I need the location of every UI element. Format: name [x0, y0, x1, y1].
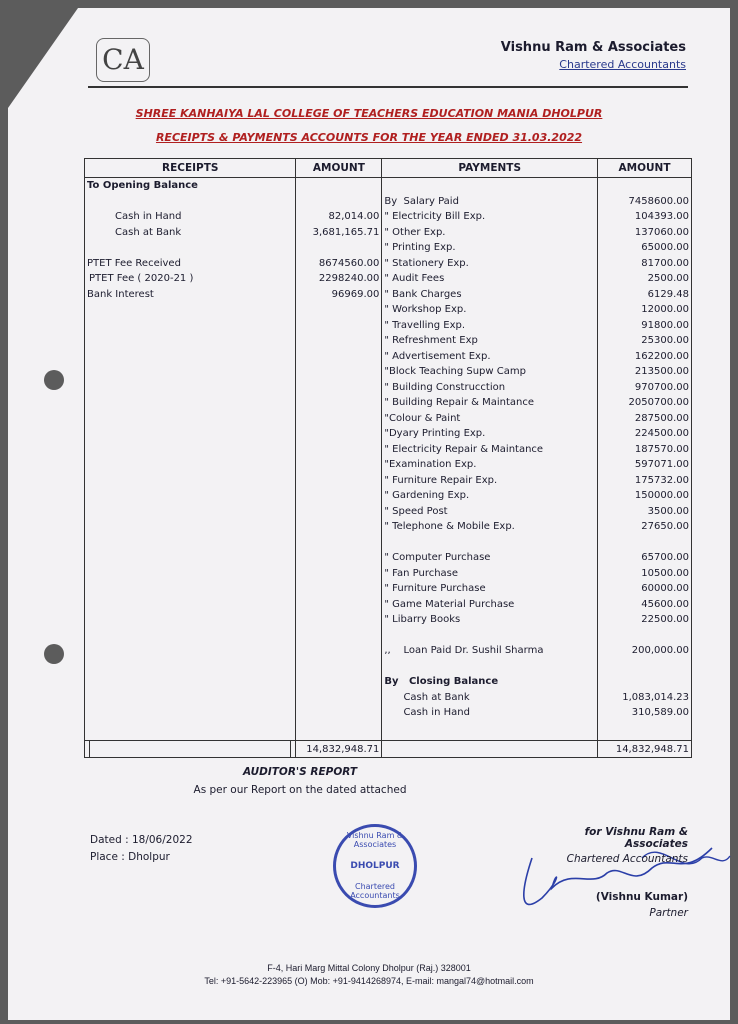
- signatory-role: Partner: [649, 907, 688, 919]
- payment-label: Cash in Hand: [384, 707, 470, 718]
- payment-amount: 162200.00: [634, 350, 689, 362]
- footer-address-line: F-4, Hari Marg Mittal Colony Dholpur (Raj.) 328001: [267, 963, 471, 973]
- payment-amount: 970700.00: [634, 381, 689, 393]
- payment-amount: 150000.00: [634, 490, 689, 501]
- total-receipts-blank: [85, 741, 296, 758]
- header-amount-receipts: AMOUNT: [296, 159, 382, 178]
- receipt-amount: [296, 178, 381, 194]
- payment-label: " Electricity Repair & Maintance: [384, 443, 544, 455]
- payment-amount: 6129.48: [647, 288, 689, 300]
- receipt-label: Cash in Hand: [115, 211, 182, 222]
- payment-amount: [598, 628, 691, 644]
- payment-label: " Travelling Exp.: [384, 319, 466, 331]
- receipt-label: Bank Interest: [87, 288, 154, 300]
- payment-amount: [598, 535, 691, 551]
- receipt-amount: 8674560.00: [318, 257, 380, 269]
- payment-amount: [598, 674, 691, 690]
- payment-label: Cash at Bank: [384, 691, 470, 703]
- date-place: [90, 832, 193, 866]
- place-line: Place : Dholpur: [90, 851, 170, 863]
- firm-seal: [333, 824, 417, 908]
- signature-designation: Chartered Accountants: [566, 853, 688, 865]
- receipt-amount: 2298240.00: [318, 273, 380, 284]
- payment-label: " Refreshment Exp: [384, 335, 478, 346]
- college-title: SHREE KANHAIYA LAL COLLEGE OF TEACHERS EDUCATION MANIA DHOLPUR: [135, 107, 603, 120]
- footer-address: [0, 962, 738, 988]
- payment-amount: [598, 659, 691, 675]
- payment-label: " Printing Exp.: [384, 242, 456, 253]
- folded-corner: [8, 8, 78, 108]
- firm-name: Vishnu Ram & Associates: [500, 40, 686, 55]
- payment-amount: 25300.00: [641, 335, 689, 346]
- payment-amount: 175732.00: [634, 474, 689, 486]
- payment-amount: 310,589.00: [631, 707, 689, 718]
- payment-amount: 81700.00: [641, 257, 689, 269]
- seal-bottom-text: Chartered Accountants: [350, 882, 400, 900]
- header-amount-payments: AMOUNT: [598, 159, 692, 178]
- total-payments-blank: [382, 741, 598, 758]
- payment-amount: 27650.00: [641, 521, 689, 532]
- payment-amount: 45600.00: [641, 598, 689, 610]
- payment-amount: 10500.00: [641, 567, 689, 579]
- signature-for-line: for Vishnu Ram & Associates: [584, 826, 688, 850]
- receipts-payments-table: [84, 158, 692, 758]
- payment-label: " Game Material Purchase: [384, 598, 515, 610]
- payment-label: " Stationery Exp.: [384, 257, 469, 269]
- receipt-label: To Opening Balance: [87, 180, 198, 191]
- punch-hole: [44, 644, 64, 664]
- payment-label: " Fan Purchase: [384, 567, 459, 579]
- payment-amount: 1,083,014.23: [622, 691, 689, 703]
- payment-label: " Building Construcction: [384, 381, 506, 393]
- footer-contact-line: Tel: +91-5642-223965 (O) Mob: +91-9414268974, E-mail: mangal74@hotmail.com: [204, 976, 534, 986]
- payment-amount: 137060.00: [634, 226, 689, 238]
- header-divider: [88, 86, 688, 88]
- payment-amount: 200,000.00: [631, 645, 689, 656]
- payment-label: [382, 659, 597, 675]
- payment-amount: 224500.00: [634, 428, 689, 439]
- payment-amount: 22500.00: [641, 614, 689, 625]
- payment-label: " Workshop Exp.: [384, 304, 467, 315]
- payment-amount: 12000.00: [641, 304, 689, 315]
- payment-label: "Examination Exp.: [384, 459, 477, 470]
- receipts-amounts: [296, 178, 382, 741]
- payment-amount: 287500.00: [634, 412, 689, 424]
- total-payments: 14,832,948.71: [598, 741, 692, 758]
- payment-label: By Salary Paid: [384, 195, 459, 207]
- total-receipts: 14,832,948.71: [296, 741, 382, 758]
- payment-label: "Dyary Printing Exp.: [384, 428, 486, 439]
- payment-label: " Speed Post: [384, 505, 448, 517]
- punch-hole: [44, 370, 64, 390]
- receipt-label: PTET Fee Received: [87, 257, 181, 269]
- payment-label: " Telephone & Mobile Exp.: [384, 521, 515, 532]
- payment-label: ,, Loan Paid Dr. Sushil Sharma: [384, 645, 544, 656]
- ca-logo: CA: [96, 38, 150, 82]
- payment-label: " Computer Purchase: [384, 552, 491, 563]
- seal-middle-text: DHOLPUR: [350, 861, 400, 871]
- receipt-amount: 3,681,165.71: [312, 226, 380, 238]
- auditor-report: [0, 766, 600, 796]
- payment-label: " Other Exp.: [384, 226, 446, 238]
- receipt-label: [85, 194, 295, 210]
- signatory-name: (Vishnu Kumar): [595, 891, 688, 903]
- payment-amount: 60000.00: [641, 583, 689, 594]
- payment-label: " Electricity Bill Exp.: [384, 211, 486, 222]
- header-receipts: RECEIPTS: [85, 159, 296, 178]
- payment-label: [382, 178, 597, 194]
- receipt-amount: [296, 194, 381, 210]
- payment-amount: 2500.00: [647, 273, 689, 284]
- header-payments: PAYMENTS: [382, 159, 598, 178]
- payment-amount: 65000.00: [641, 242, 689, 253]
- payment-label: " Advertisement Exp.: [384, 350, 491, 362]
- payment-label: [382, 535, 597, 551]
- auditor-heading: AUDITOR'S REPORT: [242, 766, 358, 778]
- payment-label: "Block Teaching Supw Camp: [384, 366, 526, 377]
- payment-label: "Colour & Paint: [384, 412, 461, 424]
- receipts-labels: [85, 178, 296, 741]
- receipt-amount: 96969.00: [331, 288, 380, 300]
- dated-line: Dated : 18/06/2022: [90, 834, 193, 846]
- payment-amount: 597071.00: [634, 459, 689, 470]
- payment-label: " Audit Fees: [384, 273, 445, 284]
- payment-amount: 2050700.00: [628, 397, 689, 408]
- payment-label: " Furniture Purchase: [384, 583, 486, 594]
- receipt-amount: [296, 240, 381, 256]
- payment-label: " Libarry Books: [384, 614, 461, 625]
- statement-title: RECEIPTS & PAYMENTS ACCOUNTS FOR THE YEAR ENDED 31.03.2022: [155, 131, 583, 144]
- firm-subtitle: Chartered Accountants: [559, 58, 686, 71]
- payments-labels: [382, 178, 598, 741]
- payment-amount: 213500.00: [634, 366, 689, 377]
- payment-amount: 7458600.00: [628, 195, 689, 207]
- receipt-label: PTET Fee ( 2020-21 ): [89, 273, 194, 284]
- payment-label: " Bank Charges: [384, 288, 462, 300]
- payment-amount: 65700.00: [641, 552, 689, 563]
- payment-amount: 187570.00: [634, 443, 689, 455]
- receipt-label: Cash at Bank: [115, 226, 182, 238]
- auditor-text: As per our Report on the dated attached: [193, 784, 407, 796]
- payment-label: " Building Repair & Maintance: [384, 397, 534, 408]
- firm-header: [501, 40, 686, 71]
- payment-label: [382, 628, 597, 644]
- payment-amount: 104393.00: [634, 211, 689, 222]
- seal-outer-text: Vishnu Ram & Associates: [346, 831, 404, 849]
- receipt-amount: 82,014.00: [328, 211, 380, 222]
- signature-block: [520, 826, 688, 919]
- payment-label: " Gardening Exp.: [384, 490, 470, 501]
- payment-amount: 91800.00: [641, 319, 689, 331]
- receipt-label: [85, 240, 295, 256]
- payments-amounts: [598, 178, 692, 741]
- payment-amount: [598, 178, 691, 194]
- payment-label: " Furniture Repair Exp.: [384, 474, 498, 486]
- payment-label: By Closing Balance: [384, 676, 499, 687]
- payment-amount: 3500.00: [647, 505, 689, 517]
